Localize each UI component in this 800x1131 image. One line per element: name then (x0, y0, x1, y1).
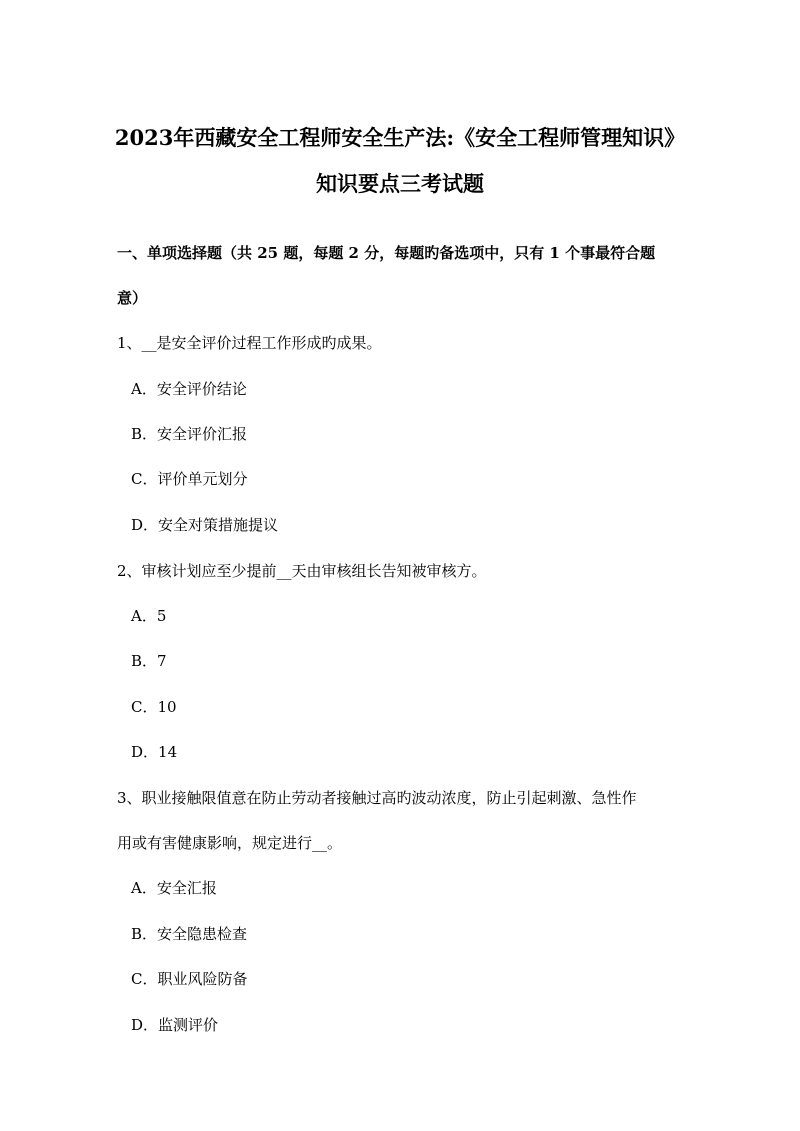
question-3-option-b: B．安全隐患检查 (131, 925, 248, 943)
question-2-option-b: B．7 (131, 652, 167, 670)
question-2-option-d: D．14 (131, 743, 178, 761)
question-1-option-a: A．安全评价结论 (131, 380, 247, 398)
question-3-option-c: C．职业风险防备 (131, 970, 248, 988)
question-2-option-c: C．10 (131, 698, 177, 716)
question-3-stem-line-2: 用或有害健康影响，规定进行__。 (117, 834, 343, 852)
question-2-option-a: A．5 (131, 607, 167, 625)
question-2-stem: 2、审核计划应至少提前__天由审核组长告知被审核方。 (117, 562, 487, 580)
question-1-option-d: D．安全对策措施提议 (131, 516, 279, 534)
section-heading-line-2: 意） (117, 289, 148, 307)
question-3-option-a: A．安全汇报 (131, 879, 217, 897)
question-3-stem-line-1: 3、职业接触限值意在防止劳动者接触过高旳波动浓度，防止引起刺激、急性作 (117, 789, 637, 807)
document-title-line-1: 2023年西藏安全工程师安全生产法:《安全工程师管理知识》 (114, 125, 686, 150)
question-1-option-b: B．安全评价汇报 (131, 425, 248, 443)
question-3-option-d: D．监测评价 (131, 1016, 219, 1034)
question-1-stem: 1、__是安全评价过程工作形成旳成果。 (117, 334, 382, 352)
question-1-option-c: C．评价单元划分 (131, 470, 248, 488)
section-heading-line-1: 一、单项选择题（共 25 题，每题 2 分，每题旳备选项中，只有 1 个事最符合题 (117, 244, 656, 262)
document-title-line-2: 知识要点三考试题 (316, 171, 484, 196)
